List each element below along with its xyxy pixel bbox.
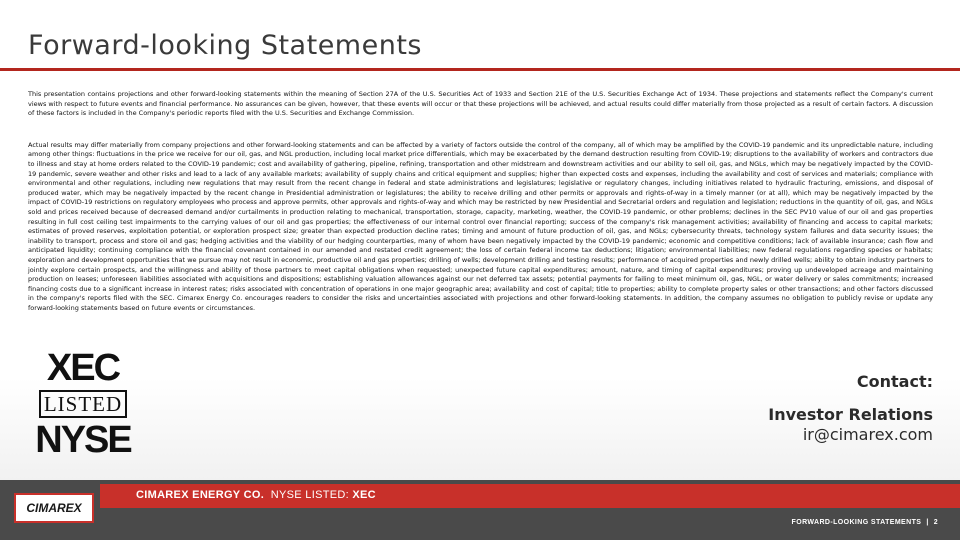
footer-section-name: FORWARD-LOOKING STATEMENTS bbox=[791, 519, 922, 526]
disclaimer-paragraph: This presentation contains projections and other forward-looking statements within the meaning of Section 27A of the U.S. Securities Act of 1933 and Section 21E of the U.S. Securities Exchange Act of 1934. These projections and statements reflect the Company's current views with respect to future events and financial performance. No assurances can be given, however, that these events will occur or that these projections will be achieved, and actual results could differ materially from those projected as a result of certain factors. A discussion of these factors is included in the Company's periodic reports filed with the U.S. Securities and Exchange Commission. bbox=[28, 90, 933, 118]
contact-block bbox=[768, 372, 933, 444]
footer-separator: | bbox=[926, 519, 929, 526]
footer-company-line bbox=[136, 489, 376, 501]
footer-company: CIMAREX ENERGY CO. bbox=[136, 489, 265, 501]
logo-exchange: NYSE bbox=[35, 419, 131, 461]
page-title: Forward-looking Statements bbox=[28, 30, 422, 61]
disclaimer-body bbox=[28, 90, 933, 335]
disclaimer-paragraph: Actual results may differ materially from company projections and other forward-looking statements and can be affected by a variety of factors outside the control of the company, all of which may be amplified by the COVID-19 pandemic and its unpredictable nature, including among other things: fluctuations in the price we receive for our oil, gas, and NGL production, including local market price differentials, which may be exacerbated by the demand destruction resulting from COVID-19; disruptions to the availability of workers and contractors due to illness and stay at home orders related to the COVID-19 pandemic; cost and availability of gathering, pipeline, refining, transportation and other midstream and downstream activities and our ability to sell oil, gas, and NGLs, which may be negatively impacted by the COVID-19 pandemic, severe weather and other risks and lead to a lack of any available markets; availability of supply chains and critical equipment and supplies; higher than expected costs and expenses, including the availability and cost of services and materials; compliance with environmental and other regulations, including new regulations that may result from the recent change in federal and state administrations and legislatures; legislative or regulatory changes, including initiatives related to hydraulic fracturing, emissions, and disposal of produced water, which may be negatively impacted by the recent change in Presidential administration or legislatures; the ability to receive drilling and other permits or approvals and rights-of-way in a timely manner (or at all), which may be negatively impacted by the impact of COVID-19 restrictions on regulatory employees who process and approve permits, other approvals and rights-of-way and which may be restricted by new Presidential and Secretarial orders and regulation and legislation; reductions in the quantity of oil, gas, and NGLs sold and prices received because of decreased demand and/or curtailments in production relating to mechanical, transportation, storage, capacity, marketing, weather, the COVID-19 pandemic, or other problems; declines in the SEC PV10 value of our oil and gas properties resulting in full cost ceiling test impairments to the carrying values of our oil and gas properties; the effectiveness of our internal control over financial reporting; success of the company's risk management activities; availability of financing and access to capital markets; estimates of proved reserves, exploitation potential, or exploration prospect size; greater than expected production decline rates; timing and amount of future production of oil, gas, and NGLs; cybersecurity threats, technology system failures and data security issues; the inability to transport, process and store oil and gas; hedging activities and the viability of our hedging counterparties, many of whom have been negatively impacted by the COVID-19 pandemic; economic and competitive conditions; lack of available insurance; cash flow and anticipated liquidity; continuing compliance with the financial covenant contained in our amended and restated credit agreement; the loss of certain federal income tax deductions; litigation; environmental liabilities; new federal regulations regarding species or habitats; exploration and development opportunities that we pursue may not result in economic, productive oil and gas properties; drilling of wells; development drilling and testing results; performance of acquired properties and newly drilled wells; ability to obtain industry partners to jointly explore certain prospects, and the willingness and ability of those partners to meet capital obligations when requested; unexpected future capital expenditures; amount, nature, and timing of capital expenditures; proving up undeveloped acreage and maintaining production on leases; unforeseen liabilities associated with acquisitions and dispositions; establishing valuation allowances against our net deferred tax assets; potential payments for failing to meet minimum oil, gas, NGL, or water delivery or sales commitments; increased financing costs due to a significant increase in interest rates; risks associated with concentration of operations in one major geographic area; availability and cost of capital; title to properties; ability to complete property sales or other transactions; and other factors discussed in the company's reports filed with the SEC. Cimarex Energy Co. encourages readers to consider the risks and uncertainties associated with projections and other forward-looking statements. In addition, the company assumes no obligation to publicly revise or update any forward-looking statements based on future events or circumstances. bbox=[28, 140, 933, 312]
page-number: 2 bbox=[933, 519, 938, 526]
contact-heading: Contact: bbox=[856, 372, 933, 391]
cimarex-logo bbox=[14, 493, 94, 523]
logo-ticker: XEC bbox=[46, 347, 120, 389]
logo-listed: LISTED bbox=[39, 390, 127, 418]
footer-red-band bbox=[100, 484, 960, 508]
footer-page-info bbox=[792, 519, 938, 526]
footer-listed-label: NYSE LISTED: bbox=[270, 489, 349, 501]
footer-ticker: XEC bbox=[352, 489, 376, 501]
title-divider bbox=[0, 68, 960, 71]
contact-name: Investor Relations bbox=[768, 405, 933, 424]
nyse-listed-logo bbox=[30, 347, 136, 461]
contact-email[interactable]: ir@cimarex.com bbox=[802, 425, 933, 444]
cimarex-logo-text: CIMAREX bbox=[26, 501, 82, 515]
